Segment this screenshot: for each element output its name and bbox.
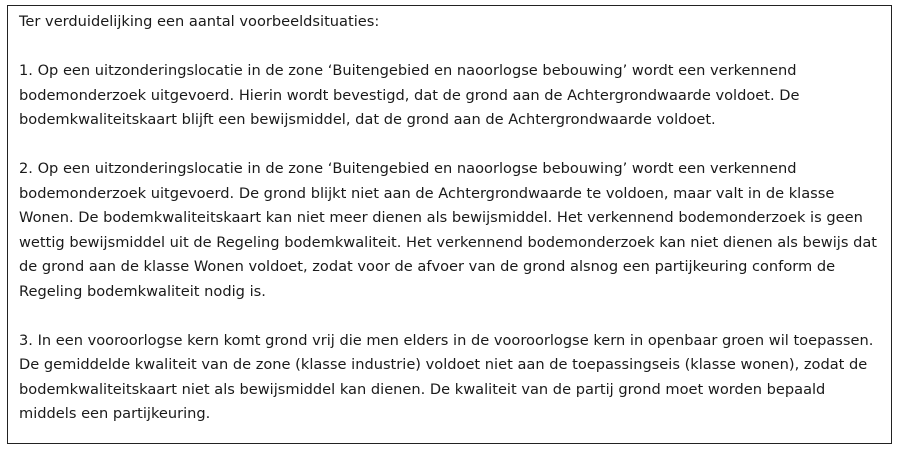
paragraph-line: de grond aan de klasse Wonen voldoet, zodat voor de afvoer van de grond alsnog een partijkeuring conform de — [19, 258, 836, 275]
paragraph-line: 2. Op een uitzonderingslocatie in de zone ‘Buitengebied en naoorlogse bebouwing’ wordt een verkennend — [19, 160, 797, 177]
paragraph-line: bodemkwaliteitskaart niet als bewijsmiddel kan dienen. De kwaliteit van de partij grond moet worden bepaald — [19, 380, 826, 398]
paragraph-line: bodemonderzoek uitgevoerd. Hierin wordt bevestigd, dat de grond aan de Achtergrondwaarde voldoet. De — [19, 86, 800, 104]
paragraph-line: Regeling bodemkwaliteit nodig is. — [19, 282, 266, 300]
example-paragraph-3 — [19, 329, 881, 427]
paragraph-line: wettig bewijsmiddel uit de Regeling bodemkwaliteit. Het verkennend bodemonderzoek kan niet dienen als bewijs dat — [19, 233, 878, 251]
document-text-box — [7, 5, 892, 444]
paragraph-line: Wonen. De bodemkwaliteitskaart kan niet meer dienen als bewijsmiddel. Het verkennend bodemonderzoek is geen — [19, 209, 863, 226]
paragraph-line: De gemiddelde kwaliteit van de zone (klasse industrie) voldoet niet aan de toepassingseis (klasse wonen), zodat de — [19, 356, 868, 373]
paragraph-line: 3. In een vooroorlogse kern komt grond vrij die men elders in de vooroorlogse kern in openbaar groen wil toepassen. — [19, 331, 874, 349]
example-paragraph-2 — [19, 157, 881, 304]
intro-text: Ter verduidelijking een aantal voorbeeldsituaties: — [19, 13, 380, 30]
paragraph-line: bodemkwaliteitskaart blijft een bewijsmiddel, dat de grond aan de Achtergrondwaarde voldoet. — [19, 111, 716, 128]
paragraph-line: middels een partijkeuring. — [19, 405, 211, 422]
paragraph-line: 1. Op een uitzonderingslocatie in de zone ‘Buitengebied en naoorlogse bebouwing’ wordt een verkennend — [19, 62, 797, 79]
paragraph-line: bodemonderzoek uitgevoerd. De grond blijkt niet aan de Achtergrondwaarde te voldoen, maar valt in de klasse — [19, 184, 835, 202]
example-paragraph-1 — [19, 59, 881, 133]
